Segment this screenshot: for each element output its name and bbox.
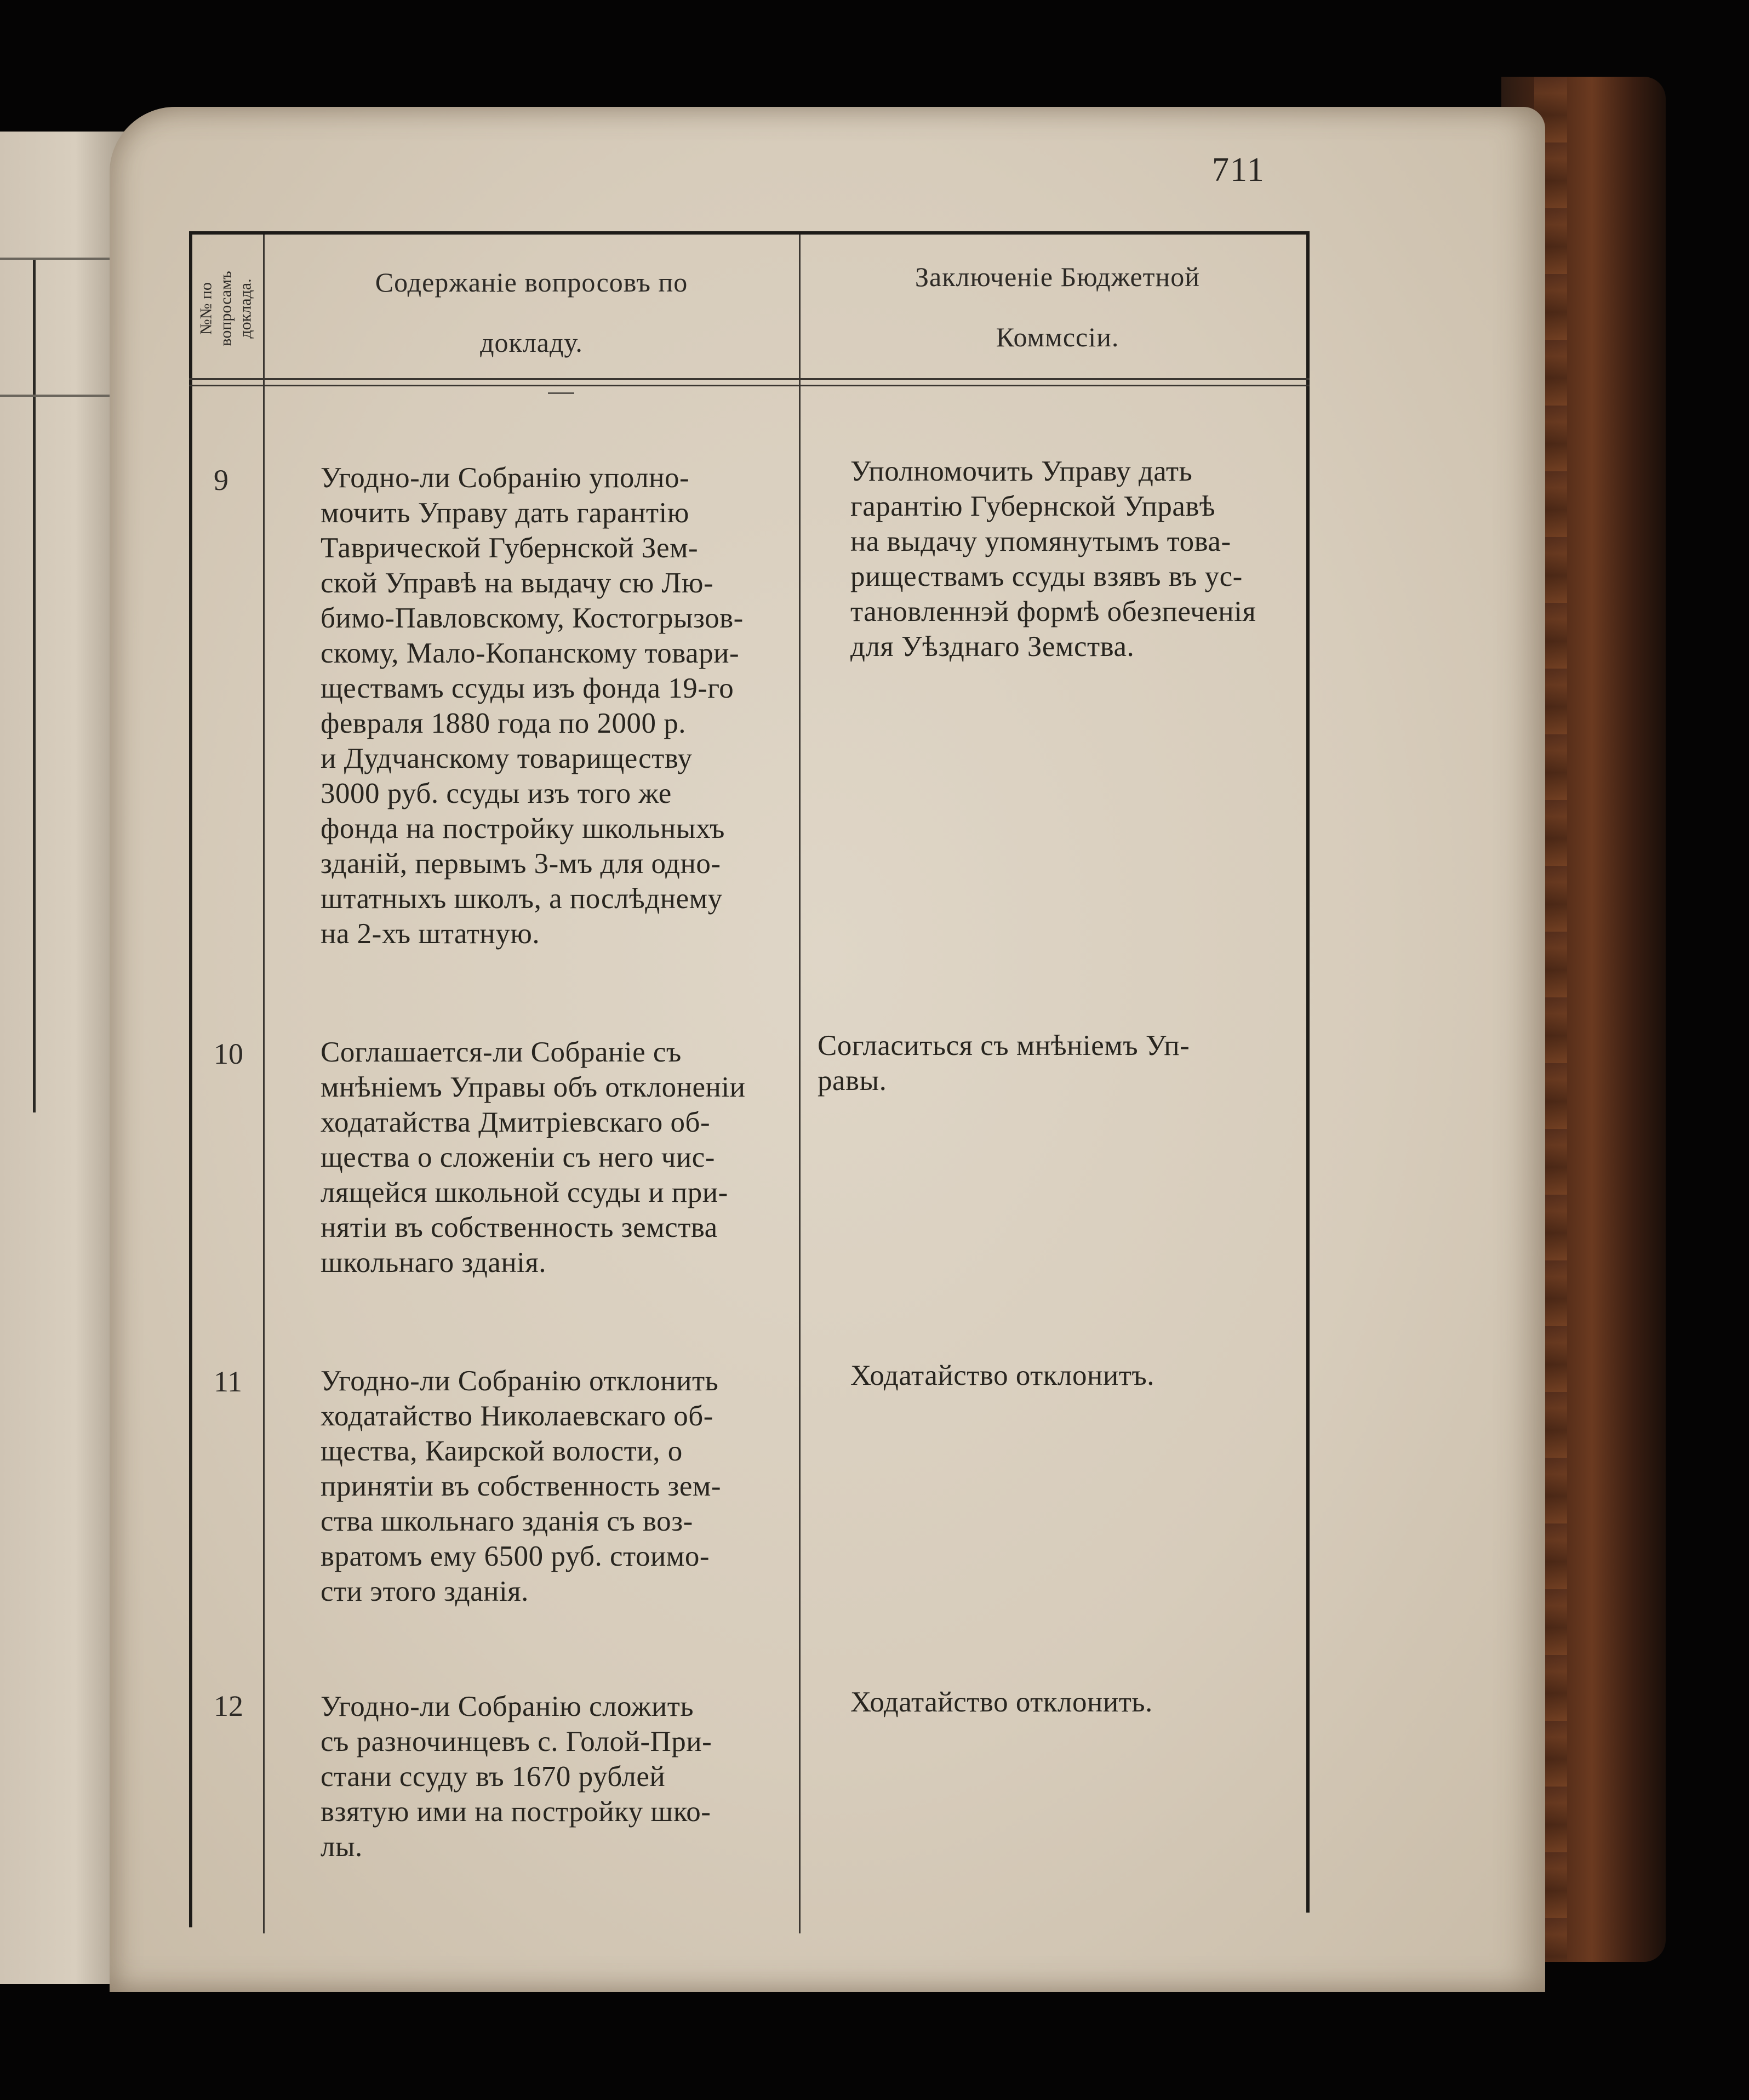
question-line: щества о сложеніи съ него чис- [321,1142,715,1173]
question-line: школьнаго зданія. [321,1247,547,1279]
previous-page-rule [33,258,36,1112]
conclusion-line: Ходатайство отклонить. [850,1686,1153,1718]
conclusion-line: гарантію Губернской Управѣ [850,490,1216,522]
previous-page-rule [0,258,126,260]
question-line: нятіи въ собственность земства [321,1212,718,1243]
question-line: сти этого зданія. [321,1576,529,1607]
question-line: и Дудчанскому товариществу [321,743,693,774]
row-conclusion [818,1685,1300,1720]
header-rule [189,378,1310,380]
table-frame-left [189,231,192,1927]
header-content-line: Содержаніе вопросовъ по [375,267,688,298]
conclusion-line: риществамъ ссуды взявъ въ ус- [850,561,1243,592]
row-number: 11 [214,1365,242,1398]
previous-page-edge [0,132,126,1984]
question-line: стани ссуду въ 1670 рублей [321,1761,666,1793]
question-line: принятіи въ собственность зем- [321,1470,722,1502]
question-line: ществамъ ссуды изъ фонда 19-го [321,672,734,704]
question-line: лы. [321,1831,363,1863]
question-line: Угодно-ли Собранію уполно- [321,462,690,494]
question-line: февраля 1880 года по 2000 р. [321,707,686,739]
conclusion-line: Ходатайство отклонитъ. [850,1360,1155,1391]
question-line: мочить Управу дать гарантію [321,497,689,529]
conclusion-line: на выдачу упомянутымъ това- [850,526,1231,557]
question-line: ской Управѣ на выдачу сю Лю- [321,567,714,599]
header-conclusion-line: Коммссіи. [996,322,1119,352]
question-line: Соглашается-ли Собраніе съ [321,1036,682,1068]
header-rule [189,385,1310,386]
question-line: бимо-Павловскому, Костогрызов- [321,602,744,634]
header-content-column [274,252,789,373]
question-line: лящейся школьной ссуды и при- [321,1177,728,1208]
question-line: Таврической Губернской Зем- [321,532,699,564]
question-line: ходатайства Дмитріевскаго об- [321,1106,711,1138]
question-line: щества, Каирской волости, о [321,1435,683,1467]
conclusion-line: для Уѣзднаго Земства. [850,631,1135,663]
conclusion-line: тановленнэй формѣ обезпеченія [850,596,1256,627]
header-dash [548,392,574,394]
question-line: Угодно-ли Собранію сложить [321,1691,694,1722]
row-number: 9 [214,464,228,497]
row-question [282,1363,795,1609]
row-number: 10 [214,1037,243,1070]
question-line: скому, Мало-Копанскому товари- [321,637,740,669]
header-content-line: докладу. [480,327,583,358]
question-line: ства школьнаго зданія съ воз- [321,1505,693,1537]
header-conclusion-line: Заключеніе Бюджетной [914,261,1201,292]
row-question [282,460,795,951]
question-line: Угодно-ли Собранію отклонить [321,1365,719,1397]
header-conclusion-column [811,247,1304,367]
conclusion-line: равы. [818,1065,887,1097]
question-line: съ разночинцевъ с. Голой-При- [321,1726,712,1757]
column-rule [263,235,265,1933]
conclusion-line: Согласиться съ мнѣніемъ Уп- [818,1030,1190,1062]
question-line: мнѣніемъ Управы объ отклоненіи [321,1071,746,1103]
question-line: ходатайство Николаевскаго об- [321,1400,713,1432]
previous-page-rule [0,395,126,397]
header-number-column [193,241,259,375]
question-line: штатныхъ школъ, а послѣднему [321,883,723,915]
header-number-label: №№ по вопросамъ доклада. [197,270,255,346]
column-rule [799,235,801,1933]
row-conclusion [818,1358,1300,1393]
question-line: 3000 руб. ссуды изъ того же [321,778,672,809]
page-number: 711 [1212,151,1265,189]
row-question [282,1035,795,1280]
conclusion-line: Уполномочить Управу дать [850,455,1193,487]
question-line: на 2-хъ штатную. [321,918,540,950]
row-number: 12 [214,1690,243,1722]
question-line: вратомъ ему 6500 руб. стоимо- [321,1540,710,1572]
question-line: взятую ими на постройку шко- [321,1796,711,1828]
row-question [282,1689,795,1864]
row-conclusion [818,1028,1300,1098]
question-line: фонда на постройку школьныхъ [321,813,725,844]
table-frame-top [189,231,1310,235]
table-frame-right [1306,231,1310,1913]
row-conclusion [818,454,1300,664]
question-line: зданій, первымъ 3-мъ для одно- [321,848,721,880]
